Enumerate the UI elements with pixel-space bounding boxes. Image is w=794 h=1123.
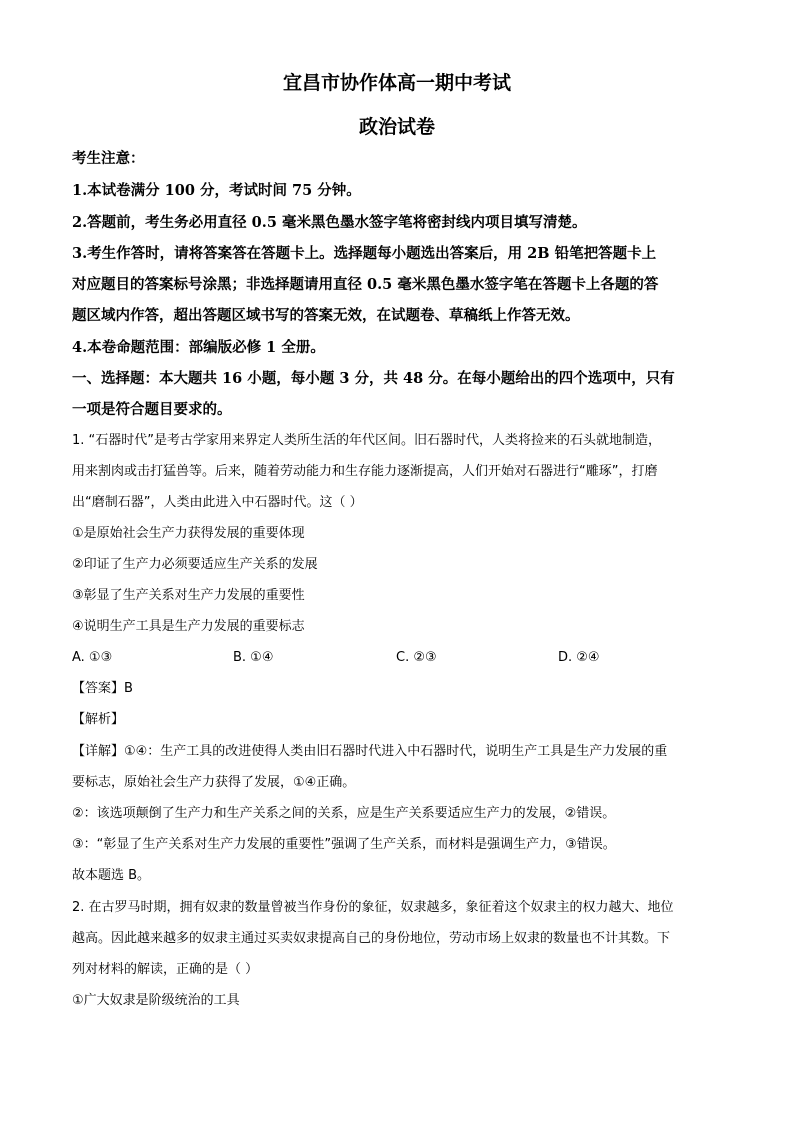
notice-line: 3.考生作答时，请将答案答在答题卡上。选择题每小题选出答案后，用 2B 铅笔把答题卡上 xyxy=(72,245,657,262)
option-d: D. ②④ xyxy=(558,650,600,665)
section-line: 一项是符合题目要求的。 xyxy=(72,401,232,418)
question-stem-line: 用来割肉或击打猛兽等。后来，随着劳动能力和生存能力逐渐提高，人们开始对石器进行“雕琢”，打磨 xyxy=(72,464,658,479)
answer-label: 【答案】B xyxy=(72,681,133,696)
statement: ②印证了生产力必须要适应生产关系的发展 xyxy=(72,557,318,572)
analysis-label: 【解析】 xyxy=(72,712,125,727)
exam-title: 宜昌市协作体高一期中考试 xyxy=(282,72,511,94)
analysis-line: ②：该选项颠倒了生产力和生产关系之间的关系，应是生产关系要适应生产力的发展，②错误。 xyxy=(72,806,616,821)
section-line: 一、选择题：本大题共 16 小题，每小题 3 分，共 48 分。在每小题给出的四个选项中，只有 xyxy=(72,370,675,387)
question-stem-line: 越高。因此越来越多的奴隶主通过买卖奴隶提高自己的身份地位，劳动市场上奴隶的数量也不计其数。下 xyxy=(72,931,671,946)
question-stem-line: 列对材料的解读，正确的是（ ） xyxy=(72,962,259,977)
notice-line: 题区域内作答，超出答题区域书写的答案无效，在试题卷、草稿纸上作答无效。 xyxy=(72,307,580,324)
analysis-line: 【详解】①④：生产工具的改进使得人类由旧石器时代进入中石器时代，说明生产工具是生产力发展的重 xyxy=(72,744,668,759)
notice-line: 1.本试卷满分 100 分，考试时间 75 分钟。 xyxy=(72,182,361,199)
statement: ①是原始社会生产力获得发展的重要体现 xyxy=(72,526,305,541)
analysis-line: 故本题选 B。 xyxy=(72,868,151,883)
option-b: B. ①④ xyxy=(233,650,274,665)
notice-line: 4.本卷命题范围：部编版必修 1 全册。 xyxy=(72,339,325,356)
option-c: C. ②③ xyxy=(396,650,437,665)
notice-line: 2.答题前，考生务必用直径 0.5 毫米黑色墨水签字笔将密封线内项目填写清楚。 xyxy=(72,214,587,231)
statement: ④说明生产工具是生产力发展的重要标志 xyxy=(72,619,305,634)
question-stem-line: 出“磨制石器”，人类由此进入中石器时代。这（ ） xyxy=(72,495,363,510)
exam-subject: 政治试卷 xyxy=(358,116,435,138)
option-a: A. ①③ xyxy=(72,650,113,665)
notice-heading: 考生注意： xyxy=(72,150,145,167)
statement: ①广大奴隶是阶级统治的工具 xyxy=(72,993,240,1008)
notice-line: 对应题目的答案标号涂黑；非选择题请用直径 0.5 毫米黑色墨水签字笔在答题卡上各题的答 xyxy=(72,276,659,293)
question-stem-line: 2. 在古罗马时期，拥有奴隶的数量曾被当作身份的象征，奴隶越多，象征着这个奴隶主的权力越大、地位 xyxy=(72,900,674,915)
analysis-line: 要标志，原始社会生产力获得了发展，①④正确。 xyxy=(72,775,356,790)
question-stem-line: 1. “石器时代”是考古学家用来界定人类所生活的年代区间。旧石器时代，人类将捡来的石头就地制造， xyxy=(72,433,662,448)
analysis-line: ③：“彰显了生产关系对生产力发展的重要性”强调了生产关系，而材料是强调生产力，③错误。 xyxy=(72,837,616,852)
statement: ③彰显了生产关系对生产力发展的重要性 xyxy=(72,588,305,603)
